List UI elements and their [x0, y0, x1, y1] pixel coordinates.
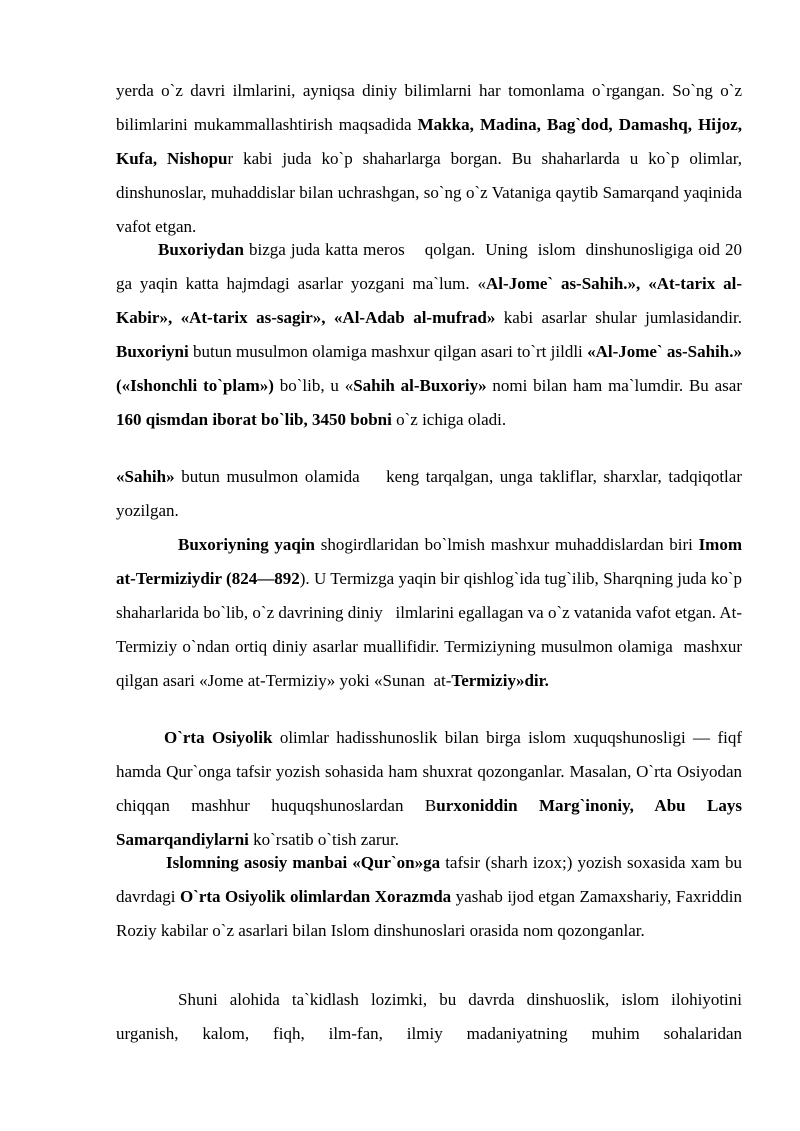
paragraph-4	[116, 528, 747, 698]
bold-text-segment: Imom at-Termiziydir (824—892	[116, 535, 747, 588]
bold-text-segment: O`rta Osiyolik olimlardan Xorazmda	[179, 887, 452, 906]
text-segment: bizga juda katta meros qolgan. Uning islom dinshunosligiga oid 20 ga yaqin katta hajmdagi asarlar yozgani ma`lum. «	[116, 240, 747, 293]
bold-text-segment: «Sahih»	[116, 467, 175, 486]
text-segment: bo`lib, u «	[273, 376, 354, 395]
text-segment: butun musulmon olamiga mashxur qilgan asari to`rt jildli	[188, 342, 588, 361]
bold-text-segment: Buxoriyning yaqin	[178, 535, 316, 554]
bold-text-segment: Buxoriyni	[116, 342, 189, 361]
bold-text-segment: Buxoriydan	[158, 240, 244, 259]
paragraph-2	[116, 233, 747, 437]
text-segment: Shuni alohida ta`kidlash lozimki, bu davrda dinshuoslik, islom ilohiyotini urganish, kalom, fiqh, ilm-fan, ilmiy madaniyatning muhim sohalaridan	[116, 990, 747, 1043]
text-segment: nomi bilan ham ma`lumdir. Bu asar	[486, 376, 747, 395]
text-segment: r kabi juda ko`p shaharlarga borgan. Bu shaharlarda u ko`p olimlar, dinshunoslar, muhaddislar bilan uchrashgan, so`ng o`z Vataniga qaytib Samarqand yaqinida vafot etgan.	[116, 149, 747, 236]
text-segment: yashab ijod etgan Zamaxshariy, Faxriddin Roziy kabilar o`z asarlari bilan Islom dinshunoslari orasida nom qozonganlar.	[116, 887, 747, 940]
bold-text-segment: Al-Jome` as-Sahih.», «At-tarix al-Kabir», «At-tarix as-sagir», «Al-Adab al-mufrad»	[116, 274, 742, 327]
paragraph-3	[116, 460, 747, 528]
paragraph-5	[116, 721, 747, 857]
paragraph-7	[116, 983, 747, 1051]
bold-text-segment: Termiziy»dir.	[451, 671, 549, 690]
text-segment: tafsir (sharh izox;) yozish soxasida xam bu davrdagi	[116, 853, 747, 906]
paragraph-1	[116, 74, 747, 244]
text-segment: kabi asarlar shular jumlasidandir.	[495, 308, 747, 327]
bold-text-segment: Sahih al-Buxoriy»	[353, 376, 487, 395]
text-segment: olimlar hadisshunoslik bilan birga islom xuquqshunosligi — fiqf hamda Qur`onga tafsir yozish sohasida ham shuxrat qozonganlar. Masalan, O`rta Osiyodan chiqqan mashhur huquqshunoslardan B	[116, 728, 747, 815]
paragraph-6	[116, 846, 747, 948]
bold-text-segment: 160 qismdan iborat bo`lib, 3450 bobni	[116, 410, 392, 429]
text-segment: yerda o`z davri ilmlarini, ayniqsa diniy bilimlarni har tomonlama o`rgangan. So`ng o`z bilimlarini mukammallashtirish maqsadida	[116, 81, 747, 134]
text-segment: o`z ichiga oladi.	[391, 410, 507, 429]
bold-text-segment: urxoniddin Marg`inoniy, Abu Lays Samarqandiylarni	[116, 796, 747, 849]
text-segment: shogirdlaridan bo`lmish mashxur muhaddislardan biri	[315, 535, 699, 554]
bold-text-segment: O`rta Osiyolik	[164, 728, 273, 747]
bold-text-segment: Islomning asosiy manbai «Qur`on»ga	[166, 853, 441, 872]
bold-text-segment: «Al-Jome` as-Sahih.» («Ishonchli to`plam»)	[116, 342, 747, 395]
text-segment: ). U Termizga yaqin bir qishlog`ida tug`ilib, Sharqning juda ko`p shaharlarida bo`lib, o`z davrining diniy ilmlarini egallagan va o`z vatanida vafot etgan. At-Termiziy o`ndan ortiq diniy asarlar muallifidir. Termiziyning musulmon olamiga mashxur qilgan asari «Jome at-Termiziy» yoki «Sunan at-	[116, 569, 747, 690]
bold-text-segment: Makka, Madina, Bag`dod, Damashq, Hijoz, Kufa, Nishopu	[116, 115, 747, 168]
text-segment: butun musulmon olamida keng tarqalgan, unga takliflar, sharxlar, tadqiqotlar yozilgan.	[116, 467, 747, 520]
text-segment: ko`rsatib o`tish zarur.	[248, 830, 400, 849]
